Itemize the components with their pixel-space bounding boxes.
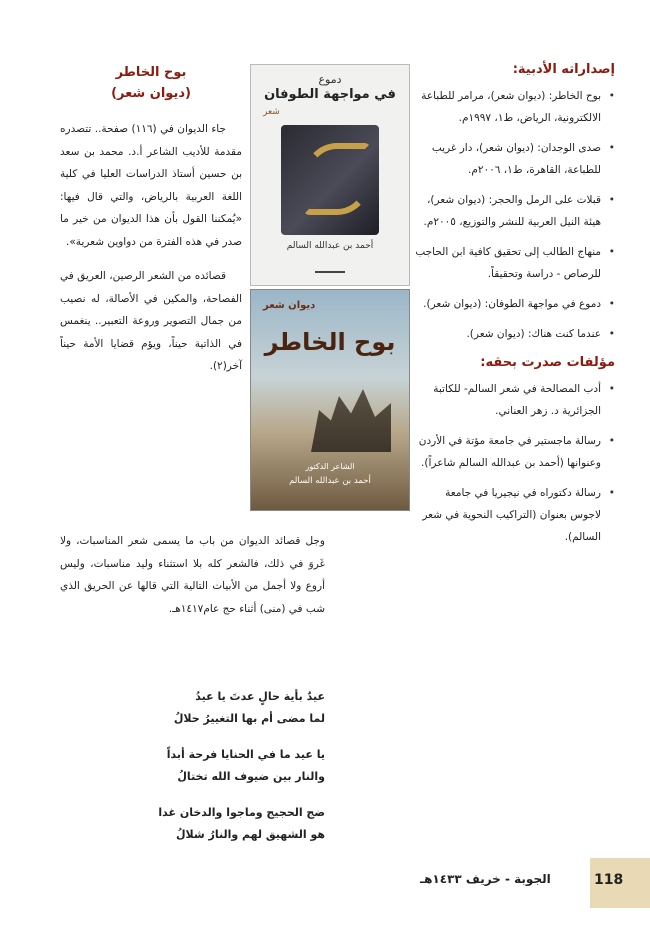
left-column bbox=[60, 62, 242, 390]
poem bbox=[80, 686, 325, 860]
poem-verse bbox=[80, 802, 325, 846]
cover1-sub: شعر bbox=[263, 107, 280, 117]
list-item: • صدى الوجدان: (ديوان شعر)، دار غريب للطباعة، القاهرة، ط١، ٢٠٠٦م. bbox=[415, 137, 615, 181]
list-item: • عندما كنت هناك: (ديوان شعر). bbox=[415, 323, 615, 345]
poem-hemistich: يا عيد ما في الحنايا فرحة أبداً bbox=[166, 748, 325, 761]
right-column bbox=[415, 62, 615, 556]
cover2-top-text: ديوان شعر bbox=[263, 300, 316, 311]
book-subtitle: (ديوان شعر) bbox=[111, 86, 191, 101]
works-about-list bbox=[415, 378, 615, 548]
cover2-author-label: الشاعر الدكتور bbox=[305, 462, 355, 471]
list-item: • رسالة ماجستير في جامعة مؤتة في الأردن وعنوانها (أحمد بن عبدالله السالم شاعراً). bbox=[415, 430, 615, 474]
cover2-title: بوح الخاطر bbox=[264, 328, 396, 356]
cover2-ruins-art bbox=[311, 382, 391, 452]
publications-heading: إصداراته الأدبية: bbox=[512, 62, 615, 77]
poem-hemistich: ضج الحجيج وماجوا والدخان غدا bbox=[158, 806, 325, 819]
list-item: • منهاج الطالب إلى تحقيق كافية ابن الحاجب للرصاص - دراسة وتحقيقاً. bbox=[415, 241, 615, 285]
list-item: • بوح الخاطر: (ديوان شعر)، مرامر للطباعة الالكترونية، الرياض، ط١، ١٩٩٧م. bbox=[415, 85, 615, 129]
poem-hemistich: لما مضى أم بها التغييرُ حلالُ bbox=[173, 712, 325, 725]
cover1-title: في مواجهة الطوفان bbox=[264, 87, 396, 102]
list-item: • رسالة دكتوراه في نيجيريا في جامعة لاجوس بعنوان (التراكيب النحوية في شعر السالم). bbox=[415, 482, 615, 548]
journal-footer: الجوبة - خريف ١٤٣٣هـ bbox=[420, 872, 551, 886]
calligraphy-stroke bbox=[303, 143, 371, 215]
publisher-logo-icon bbox=[315, 263, 345, 273]
book-cover-dumu bbox=[250, 64, 410, 286]
intro-paragraph: جاء الديوان في (١١٦) صفحة.. تتصدره مقدمة للأديب الشاعر أ.د. محمد بن سعد بن حسين أستاذ الدراسات العليا في كلية اللغة العربية بالرياض، والتي قال فيها: «يُمكننا القول بأن هذا الديوان من خير ما صدر في هذه الفترة من دواوين شعرية». bbox=[60, 123, 242, 248]
occasion-paragraph: وجل قصائد الديوان من باب ما يسمى شعر المناسبات، ولا غَروَ في ذلك، فالشعر كله بلا استثناء وليد مناسبات، وليس أروع ولا أجمل من الأبيات التالية التي قالها عن الحريق الذي شب في (منى) أثناء حج عام١٤١٧هـ. bbox=[60, 535, 325, 615]
poem-verse bbox=[80, 744, 325, 788]
cover1-top-text: دموع bbox=[318, 73, 342, 86]
list-item: • قبلات على الرمل والحجر: (ديوان شعر)، هيئة النيل العربية للنشر والتوزيع، ٢٠٠٥م. bbox=[415, 189, 615, 233]
description-paragraph: قصائده من الشعر الرصين، العريق في الفصاحة، والمكين في الأصالة، له نصيب من جمال التصوير وروعة التعبير.. ينغمس في الذاتية حيناً، ويؤم قضايا الأمة حيناً آخر(٢). bbox=[60, 270, 242, 372]
list-item: • دموع في مواجهة الطوفان: (ديوان شعر). bbox=[415, 293, 615, 315]
poem-hemistich: والنار بين ضيوف الله تختالُ bbox=[177, 770, 325, 783]
book-title: بوح الخاطر bbox=[115, 65, 187, 80]
poem-verse bbox=[80, 686, 325, 730]
publications-list bbox=[415, 85, 615, 345]
book-cover-bouh-alkhater bbox=[250, 289, 410, 511]
cover1-author: أحمد بن عبدالله السالم bbox=[286, 241, 374, 251]
list-item: • أدب المصالحة في شعر السالم- للكاتبة الجزائرية د. زهر العناني. bbox=[415, 378, 615, 422]
cover1-artwork bbox=[281, 125, 379, 235]
cover2-author: أحمد بن عبدالله السالم bbox=[289, 476, 371, 486]
works-about-heading: مؤلفات صدرت بحقه: bbox=[480, 355, 615, 370]
page-number: 118 bbox=[594, 872, 624, 888]
poem-hemistich: هو الشهيق لهم والنارُ شلالُ bbox=[175, 828, 325, 841]
poem-hemistich: عيدٌ بأية حالٍ عدتَ يا عيدُ bbox=[195, 690, 325, 703]
